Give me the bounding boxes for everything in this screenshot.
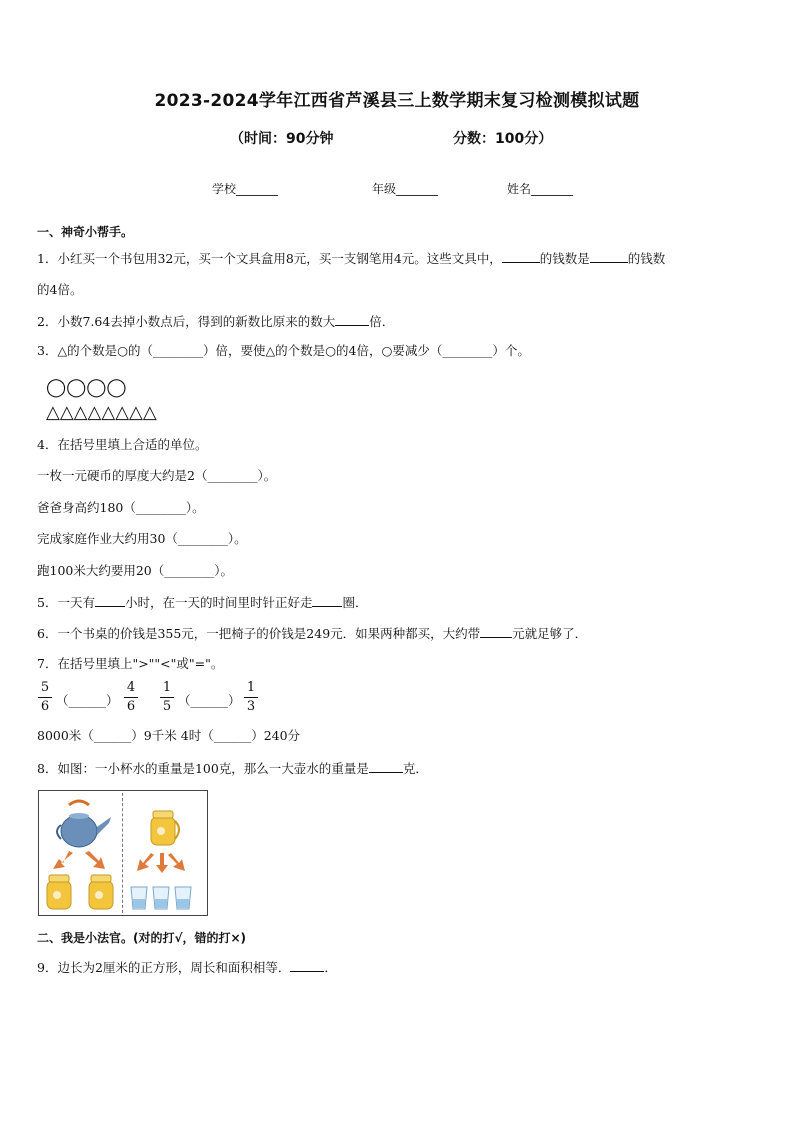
question-3: 3．△的个数是○的（________）倍，要使△的个数是○的4倍，○要减少（________）个。 [37, 343, 530, 358]
question-6-text: 6．一个书桌的价钱是355元，一把椅子的价钱是249元．如果两种都买，大约带 [37, 626, 481, 641]
question-1-text: 1．小红买一个书包用32元，买一个文具盒用8元，买一支钢笔用4元。这些文具中， [37, 251, 502, 266]
question-5-text: 5．一天有 [37, 595, 95, 610]
time-limit: （时间：90分钟 [230, 131, 334, 147]
jug-icon [47, 875, 71, 909]
compare-paren-2[interactable]: （______） [178, 693, 241, 708]
glass-icon [153, 887, 169, 909]
circles-row: ◯◯◯◯ [46, 377, 127, 398]
jug-icon [151, 811, 179, 845]
question-5-text: 小时，在一天的时间里时针正好走 [124, 595, 313, 610]
numerator: 1 [246, 680, 256, 695]
question-7-line-2: 8000米（______）9千米 4时（______）240分 [37, 728, 301, 743]
numerator: 4 [126, 680, 136, 695]
fraction-1-3 [244, 680, 258, 715]
answer-blank[interactable] [369, 760, 403, 773]
question-5 [37, 594, 367, 611]
question-4-item-1: 一枚一元硬币的厚度大约是2（________）。 [37, 468, 277, 483]
grade-field: 年级_______ [372, 182, 439, 196]
question-2-text: 2．小数7.64去掉小数点后，得到的新数比原来的数大 [37, 314, 336, 329]
fraction-5-6 [38, 680, 52, 715]
question-1-text: 的钱数 [627, 251, 666, 266]
glass-icon [175, 887, 191, 909]
answer-blank[interactable] [480, 625, 512, 638]
question-9-text: 9．边长为2厘米的正方形，周长和面积相等． [37, 960, 291, 975]
question-1-text: 的钱数是 [539, 251, 590, 266]
kettle-jug-glass-illustration [38, 790, 208, 916]
question-1 [37, 250, 665, 267]
question-1-cont: 的4倍。 [37, 282, 83, 297]
answer-blank[interactable] [95, 594, 125, 607]
exam-title: 2023-2024学年江西省芦溪县三上数学期末复习检测模拟试题 [154, 91, 640, 111]
compare-paren-1[interactable]: （______） [56, 693, 119, 708]
denominator: 3 [246, 699, 256, 714]
arrow-icon [53, 851, 105, 869]
glass-icon [131, 887, 147, 909]
triangles-row: △△△△△△△△ [46, 402, 157, 423]
question-8 [37, 760, 428, 777]
question-4-item-2: 爸爸身高约180（________）。 [37, 500, 205, 515]
denominator: 6 [126, 699, 136, 714]
answer-blank[interactable] [312, 594, 342, 607]
question-4-item-3: 完成家庭作业大约用30（________）。 [37, 531, 247, 546]
question-2 [37, 313, 394, 330]
total-score: 分数：100分） [453, 131, 553, 147]
question-8-text: 8．如图：一小杯水的重量是100克，那么一大壶水的重量是 [37, 761, 369, 776]
arrow-icon [137, 853, 185, 873]
answer-blank[interactable] [335, 313, 369, 326]
question-6-text: 元就足够了． [512, 626, 588, 641]
fraction-4-6 [124, 680, 138, 715]
section-1-heading: 一、神奇小帮手。 [37, 225, 134, 239]
question-4: 4．在括号里填上合适的单位。 [37, 437, 208, 452]
answer-blank[interactable] [502, 250, 540, 263]
question-2-text: 倍． [369, 314, 395, 329]
numerator: 1 [162, 680, 172, 695]
jug-icon [89, 875, 113, 909]
section-2-heading: 二、我是小法官。(对的打√，错的打×) [37, 931, 247, 945]
name-field: 姓名_______ [507, 182, 574, 196]
question-7: 7．在括号里填上">""<"或"="。 [37, 656, 224, 671]
question-6 [37, 625, 587, 642]
question-5-text: 圈． [342, 595, 368, 610]
answer-blank[interactable] [290, 959, 324, 972]
fraction-1-5 [160, 680, 174, 715]
denominator: 6 [40, 699, 50, 714]
question-4-item-4: 跑100米大约要用20（________）。 [37, 563, 234, 578]
question-9-text: ． [324, 960, 337, 975]
question-8-text: 克． [402, 761, 428, 776]
denominator: 5 [162, 699, 172, 714]
school-field: 学校_______ [212, 182, 279, 196]
numerator: 5 [40, 680, 50, 695]
question-9 [37, 959, 337, 976]
answer-blank[interactable] [590, 250, 628, 263]
kettle-icon [57, 801, 111, 847]
